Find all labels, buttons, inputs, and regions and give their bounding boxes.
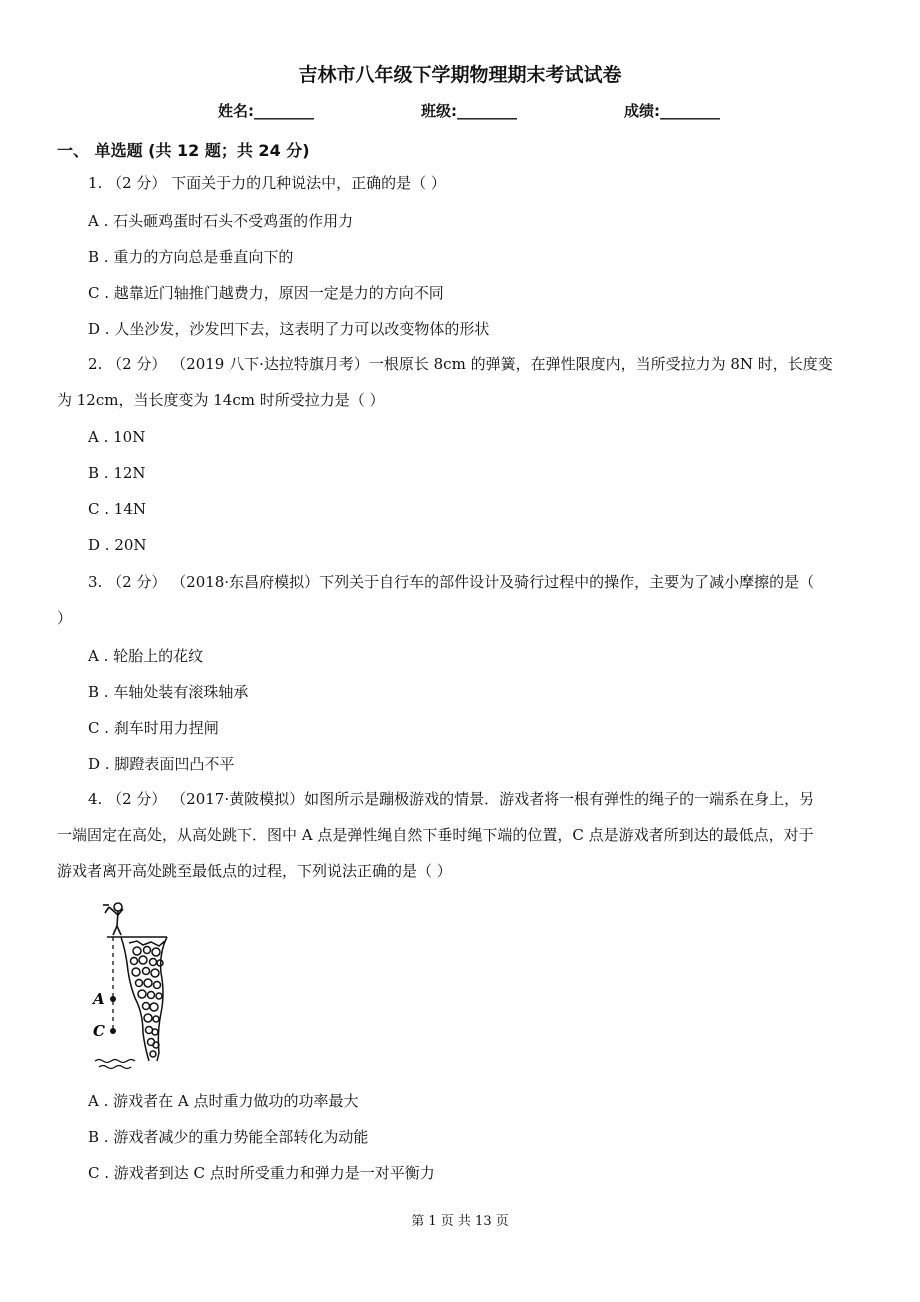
question-4-option-c: C . 游戏者到达 C 点时所受重力和弹力是一对平衡力 (88, 1164, 435, 1182)
page-title: 吉林市八年级下学期物理期末考试试卷 (298, 64, 622, 86)
question-2-option-c: C . 14N (88, 500, 146, 518)
point-a-marker (110, 996, 116, 1002)
question-3-stem-line2: ） (57, 609, 73, 627)
name-field: 姓名:________ (218, 102, 314, 120)
question-3-stem-line1: 3. （2 分） （2018·东昌府模拟）下列关于自行车的部件设计及骑行过程中的操作，主要为了减小摩擦的是（ (88, 573, 815, 591)
question-1-option-c: C . 越靠近门轴推门越费力，原因一定是力的方向不同 (88, 284, 444, 302)
question-3-option-c: C . 刹车时用力捏闸 (88, 719, 219, 737)
question-4-stem-line2: 一端固定在高处，从高处跳下．图中 A 点是弹性绳自然下垂时绳下端的位置，C 点是游戏者所到达的最低点，对于 (57, 826, 814, 844)
bungee-jump-figure (85, 893, 175, 1073)
question-4-option-a: A . 游戏者在 A 点时重力做功的功率最大 (88, 1092, 359, 1110)
question-3-option-a: A . 轮胎上的花纹 (88, 647, 204, 665)
water-icon (95, 1060, 135, 1069)
question-2-option-a: A . 10N (88, 428, 146, 446)
point-c-marker (110, 1028, 116, 1034)
point-c-label: C (93, 1022, 105, 1040)
page-footer: 第 1 页 共 13 页 (411, 1214, 509, 1229)
question-2-option-d: D . 20N (88, 536, 147, 554)
question-4-option-b: B . 游戏者减少的重力势能全部转化为动能 (88, 1128, 369, 1146)
question-4-stem-line1: 4. （2 分） （2017·黄陂模拟）如图所示是蹦极游戏的情景．游戏者将一根有弹性的绳子的一端系在身上，另 (88, 790, 815, 808)
question-2-option-b: B . 12N (88, 464, 146, 482)
point-a-label: A (93, 990, 105, 1008)
question-4-stem-line3: 游戏者离开高处跳至最低点的过程，下列说法正确的是（ ） (57, 862, 452, 880)
question-3-option-d: D . 脚蹬表面凹凸不平 (88, 755, 235, 773)
question-3-option-b: B . 车轴处装有滚珠轴承 (88, 683, 249, 701)
score-field: 成绩:________ (624, 102, 720, 120)
jumper-icon (103, 903, 123, 935)
question-1-option-b: B . 重力的方向总是垂直向下的 (88, 248, 294, 266)
question-2-stem-line2: 为 12cm，当长度变为 14cm 时所受拉力是（ ） (57, 391, 385, 409)
section-heading: 一、 单选题 (共 12 题；共 24 分) (57, 141, 310, 160)
question-2-stem-line1: 2. （2 分） （2019 八下·达拉特旗月考）一根原长 8cm 的弹簧，在弹性限度内，当所受拉力为 8N 时，长度变 (88, 355, 833, 373)
question-1-option-a: A . 石头砸鸡蛋时石头不受鸡蛋的作用力 (88, 212, 354, 230)
question-1-stem: 1. （2 分） 下面关于力的几种说法中，正确的是（ ） (88, 174, 446, 192)
question-1-option-d: D . 人坐沙发，沙发凹下去，这表明了力可以改变物体的形状 (88, 320, 490, 338)
class-field: 班级:________ (421, 102, 517, 120)
